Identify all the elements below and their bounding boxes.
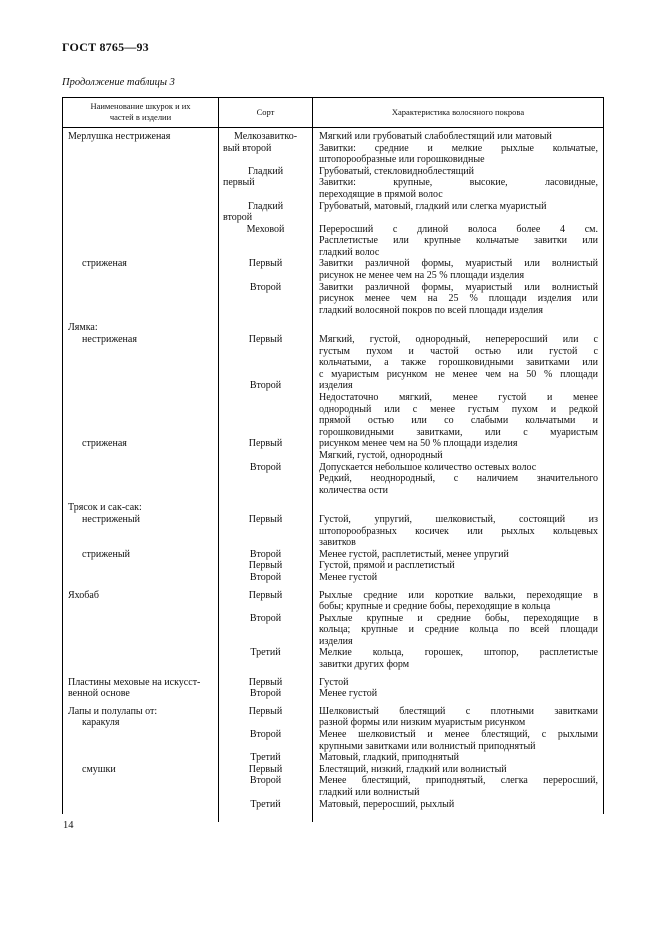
table-row [63, 322, 603, 334]
table-row [63, 526, 603, 538]
cell-sort [219, 270, 313, 282]
cell-sort: Третий [219, 799, 313, 811]
cell-name [63, 636, 219, 648]
table-row [63, 177, 603, 189]
cell-name: Мерлушка нестриженая [63, 131, 219, 143]
table-row [63, 590, 603, 602]
cell-name [63, 526, 219, 538]
cell-sort: Первый [219, 590, 313, 602]
cell-sort: Меховой [219, 224, 313, 236]
table-row [63, 143, 603, 155]
table-row [63, 485, 603, 497]
table-row [63, 258, 603, 270]
cell-sort: Второй [219, 462, 313, 474]
cell-sort [219, 810, 313, 822]
cell-sort [219, 305, 313, 317]
cell-name [63, 485, 219, 497]
cell-characteristic: крупными завитками или волнистый приподнятый [319, 740, 536, 752]
cell-characteristic: Блестящий, низкий, гладкий или волнистый [319, 763, 507, 775]
cell-characteristic: завитки других форм [319, 659, 410, 671]
cell-characteristic: однородный или с менее густым пухом и редкой [319, 403, 598, 415]
cell-name [63, 752, 219, 764]
cell-sort: Первый [219, 706, 313, 718]
table-row [63, 293, 603, 305]
cell-characteristic: переходящие в прямой волос [319, 188, 443, 200]
cell-characteristic: рисунком менее чем на 50 % площади изделия [319, 438, 518, 450]
cell-name [63, 369, 219, 381]
cell-sort [219, 717, 313, 729]
cell-characteristic: Менее густой [319, 688, 378, 700]
table-row [63, 415, 603, 427]
cell-characteristic: прямой остью или со слабыми кольчатыми и [319, 415, 598, 427]
cell-name: Лямка: [63, 322, 219, 334]
cell-name: венной основе [63, 688, 219, 700]
cell-characteristic: Густой, упругий, шелковистый, состоящий из [319, 513, 598, 525]
cell-characteristic: Мягкий или грубоватый слабоблестящий или матовый [319, 130, 552, 142]
cell-characteristic: штопорообразных косичек или рыхлых кольцевых [319, 525, 598, 537]
cell-sort [219, 235, 313, 247]
cell-name [63, 775, 219, 787]
doc-code: ГОСТ 8765—93 [62, 40, 149, 54]
table-row [63, 636, 603, 648]
header-characteristic-label: Характеристика волосяного покрова [391, 106, 525, 117]
cell-name [63, 473, 219, 485]
cell-sort: Первый [219, 764, 313, 776]
cell-sort [219, 427, 313, 439]
table-caption: Продолжение таблицы 3 [62, 77, 175, 88]
table-row [63, 427, 603, 439]
cell-name [63, 741, 219, 753]
header-name-line-2: частей в изделии [109, 112, 172, 123]
cell-name [63, 624, 219, 636]
cell-name [63, 166, 219, 178]
cell-sort: первый [219, 177, 313, 189]
table-row [63, 810, 603, 814]
table-row [63, 613, 603, 625]
table-row [63, 624, 603, 636]
cell-characteristic: гладкий или волнистый [319, 787, 420, 798]
cell-characteristic: Рыхлые средние или короткие вальки, переходящие в [319, 589, 598, 601]
cell-name [63, 212, 219, 224]
cell-name [63, 270, 219, 282]
page-number: 14 [63, 820, 74, 831]
header-cell-characteristic [313, 98, 603, 127]
table-row [63, 549, 603, 561]
cell-sort: Первый [219, 560, 313, 572]
cell-sort [219, 322, 313, 334]
table [62, 97, 604, 814]
cell-characteristic: Редкий, неоднородный, с наличием значительного [319, 473, 598, 485]
cell-sort: Первый [219, 334, 313, 346]
cell-characteristic: Допускается небольшое количество остевых волос [319, 461, 537, 473]
cell-sort [219, 247, 313, 259]
cell-characteristic: Расплетистые или крупные кольчатые завитки или [319, 235, 598, 247]
cell-name: Пластины меховые на искусст- [63, 677, 219, 689]
cell-sort [219, 787, 313, 799]
table-row [63, 647, 603, 659]
cell-sort: Второй [219, 282, 313, 294]
cell-name [63, 177, 219, 189]
cell-sort: Третий [219, 752, 313, 764]
cell-sort: Второй [219, 688, 313, 700]
cell-characteristic: гладкий волос [319, 246, 380, 258]
cell-name [63, 537, 219, 549]
cell-name [63, 357, 219, 369]
cell-sort [219, 601, 313, 613]
cell-characteristic: Завитки: средние и мелкие рыхлые кольчатые, [319, 142, 598, 154]
cell-name [63, 346, 219, 358]
cell-sort [219, 636, 313, 648]
cell-name [63, 729, 219, 741]
cell-characteristic: разной формы или низким муаристым рисунком [319, 717, 526, 729]
cell-characteristic: Завитки: крупные, высокие, ласовидные, [319, 177, 598, 189]
cell-name [63, 293, 219, 305]
table-row [63, 166, 603, 178]
table-row [63, 799, 603, 811]
cell-characteristic: Менее густой [319, 571, 378, 583]
cell-characteristic: Менее густой, расплетистый, менее упругий [319, 548, 509, 560]
cell-sort [219, 154, 313, 166]
table-row [63, 450, 603, 462]
table-row [63, 334, 603, 346]
cell-sort: Первый [219, 438, 313, 450]
cell-characteristic: рисунок не менее чем на 25 % площади изделия [319, 270, 525, 282]
cell-name [63, 224, 219, 236]
cell-sort [219, 293, 313, 305]
cell-name: стриженый [63, 549, 219, 561]
cell-sort: Второй [219, 380, 313, 392]
table-header-row [63, 98, 603, 128]
table-row [63, 235, 603, 247]
cell-sort: Третий [219, 647, 313, 659]
cell-name: нестриженый [63, 514, 219, 526]
table-row [63, 369, 603, 381]
cell-name [63, 305, 219, 317]
table-row [63, 717, 603, 729]
cell-sort [219, 502, 313, 514]
cell-name [63, 659, 219, 671]
cell-name [63, 601, 219, 613]
table-row [63, 392, 603, 404]
table-row [63, 201, 603, 213]
cell-name [63, 247, 219, 259]
header-cell-sort [219, 98, 313, 127]
cell-sort [219, 450, 313, 462]
cell-sort: Второй [219, 572, 313, 584]
cell-name [63, 282, 219, 294]
cell-characteristic: завитков [319, 537, 356, 549]
table-row [63, 154, 603, 166]
cell-sort: Второй [219, 549, 313, 561]
table-row [63, 787, 603, 799]
cell-name [63, 380, 219, 392]
header-cell-name [63, 98, 219, 127]
cell-name [63, 572, 219, 584]
table-row [63, 752, 603, 764]
cell-name: смушки [63, 764, 219, 776]
cell-name: каракуля [63, 717, 219, 729]
cell-characteristic: густым пухом и частой остью или густой с [319, 345, 598, 357]
cell-characteristic: бобы; крупные и средние бобы, переходящие в кольца [319, 601, 551, 613]
table-row [63, 706, 603, 718]
cell-name: Лапы и полулапы от: [63, 706, 219, 718]
cell-name [63, 613, 219, 625]
cell-characteristic: рисунок менее чем на 25 % площади изделия или [319, 293, 598, 305]
cell-name [63, 235, 219, 247]
cell-sort [219, 415, 313, 427]
cell-name: нестриженая [63, 334, 219, 346]
table-row [63, 346, 603, 358]
cell-sort [219, 526, 313, 538]
table-row [63, 688, 603, 700]
cell-characteristic: Густой, прямой и расплетистый [319, 560, 455, 572]
cell-characteristic: штопорообразные или горошковидные [319, 154, 485, 166]
cell-characteristic: Густой [319, 676, 349, 688]
cell-characteristic: кольца; крупные и средние кольца по всей площади [319, 624, 598, 636]
header-sort-label: Сорт [256, 106, 275, 117]
cell-characteristic: количества ости [319, 484, 389, 496]
table-row [63, 305, 603, 317]
cell-sort [219, 189, 313, 201]
cell-sort: Гладкий [219, 166, 313, 178]
cell-sort [219, 392, 313, 404]
table-row [63, 677, 603, 689]
cell-characteristic [313, 502, 603, 514]
cell-sort: Первый [219, 677, 313, 689]
table-row [63, 764, 603, 776]
cell-characteristic: Менее шелковистый и менее блестящий, с рыхлыми [319, 729, 598, 741]
cell-name [63, 810, 219, 822]
table-row [63, 438, 603, 450]
cell-characteristic: Завитки различной формы, муаристый или волнистый [319, 281, 598, 293]
cell-name [63, 404, 219, 416]
cell-sort [219, 741, 313, 753]
cell-sort [219, 624, 313, 636]
table-body [63, 128, 603, 814]
header-name-line-1: Наименование шкурок и их [90, 101, 191, 111]
cell-characteristic: Матовый, гладкий, приподнятый [319, 752, 460, 764]
cell-sort: Первый [219, 514, 313, 526]
table-row [63, 131, 603, 143]
cell-name [63, 450, 219, 462]
cell-sort: Первый [219, 258, 313, 270]
cell-name [63, 189, 219, 201]
cell-sort [219, 369, 313, 381]
cell-name [63, 201, 219, 213]
table-row [63, 729, 603, 741]
cell-characteristic: Недостаточно мягкий, менее густой и менее [319, 392, 598, 403]
table-row [63, 741, 603, 753]
table-row [63, 473, 603, 485]
cell-characteristic: гладкий волосяной покров по всей площади изделия [319, 304, 543, 316]
cell-characteristic: с муаристым рисунком не менее чем на 50 % площади [319, 368, 598, 380]
table-row [63, 224, 603, 236]
cell-characteristic: Матовый, переросший, рыхлый [319, 798, 455, 810]
cell-name [63, 462, 219, 474]
table-row [63, 404, 603, 416]
cell-characteristic: Грубоватый, стекловидноблестящий [319, 165, 474, 177]
cell-sort: Второй [219, 775, 313, 787]
table-row [63, 270, 603, 282]
cell-sort: Мелкозавитко- [219, 131, 313, 143]
cell-sort: Гладкий [219, 201, 313, 213]
cell-characteristic [313, 322, 603, 334]
cell-characteristic: Мягкий, густой, однородный [319, 449, 443, 461]
cell-characteristic: Грубоватый, матовый, гладкий или слегка муаристый [319, 200, 547, 212]
cell-sort [219, 404, 313, 416]
cell-sort: Второй [219, 613, 313, 625]
cell-characteristic [313, 810, 603, 822]
cell-characteristic: горошковидными завитками, или с муаристым [319, 426, 598, 438]
cell-characteristic: Шелковистый блестящий с плотными завитками [319, 705, 598, 717]
cell-characteristic: Рыхлые крупные и средние бобы, переходящие в [319, 612, 598, 624]
table-row [63, 514, 603, 526]
cell-name: Яхобаб [63, 590, 219, 602]
cell-name: стриженая [63, 438, 219, 450]
cell-sort [219, 537, 313, 549]
table-row [63, 282, 603, 294]
cell-sort [219, 473, 313, 485]
table-row [63, 537, 603, 549]
cell-name [63, 560, 219, 572]
cell-name [63, 647, 219, 659]
table-row [63, 601, 603, 613]
cell-characteristic: изделия [319, 380, 353, 392]
cell-sort [219, 357, 313, 369]
cell-characteristic [313, 212, 603, 224]
cell-name: стриженая [63, 258, 219, 270]
cell-name [63, 143, 219, 155]
cell-name [63, 787, 219, 799]
cell-name [63, 154, 219, 166]
cell-characteristic: Мягкий, густой, однородный, непереросший или с [319, 334, 598, 346]
table-row [63, 572, 603, 584]
table-row [63, 560, 603, 572]
table-row [63, 247, 603, 259]
cell-sort: вый второй [219, 143, 313, 155]
cell-sort [219, 346, 313, 358]
cell-name [63, 427, 219, 439]
cell-characteristic: Мелкие кольца, горошек, штопор, расплетистые [319, 647, 598, 659]
table-row [63, 212, 603, 224]
cell-characteristic: изделия [319, 635, 353, 647]
table-row [63, 380, 603, 392]
cell-characteristic: Переросший с длиной волоса более 4 см. [319, 223, 598, 235]
table-row [63, 357, 603, 369]
cell-name: Трясок и сак-сак: [63, 502, 219, 514]
cell-characteristic: Завитки различной формы, муаристый или волнистый [319, 258, 598, 270]
table-row [63, 502, 603, 514]
cell-name [63, 415, 219, 427]
cell-sort: второй [219, 212, 313, 224]
cell-sort [219, 659, 313, 671]
table-row [63, 462, 603, 474]
table-row [63, 659, 603, 671]
cell-name [63, 392, 219, 404]
table-row [63, 775, 603, 787]
cell-characteristic: кольчатыми, а также горошковидными завитками или [319, 357, 598, 369]
cell-sort [219, 485, 313, 497]
cell-name [63, 799, 219, 811]
cell-characteristic: Менее блестящий, приподнятый, слегка переросший, [319, 775, 598, 787]
table-row [63, 189, 603, 201]
cell-sort: Второй [219, 729, 313, 741]
